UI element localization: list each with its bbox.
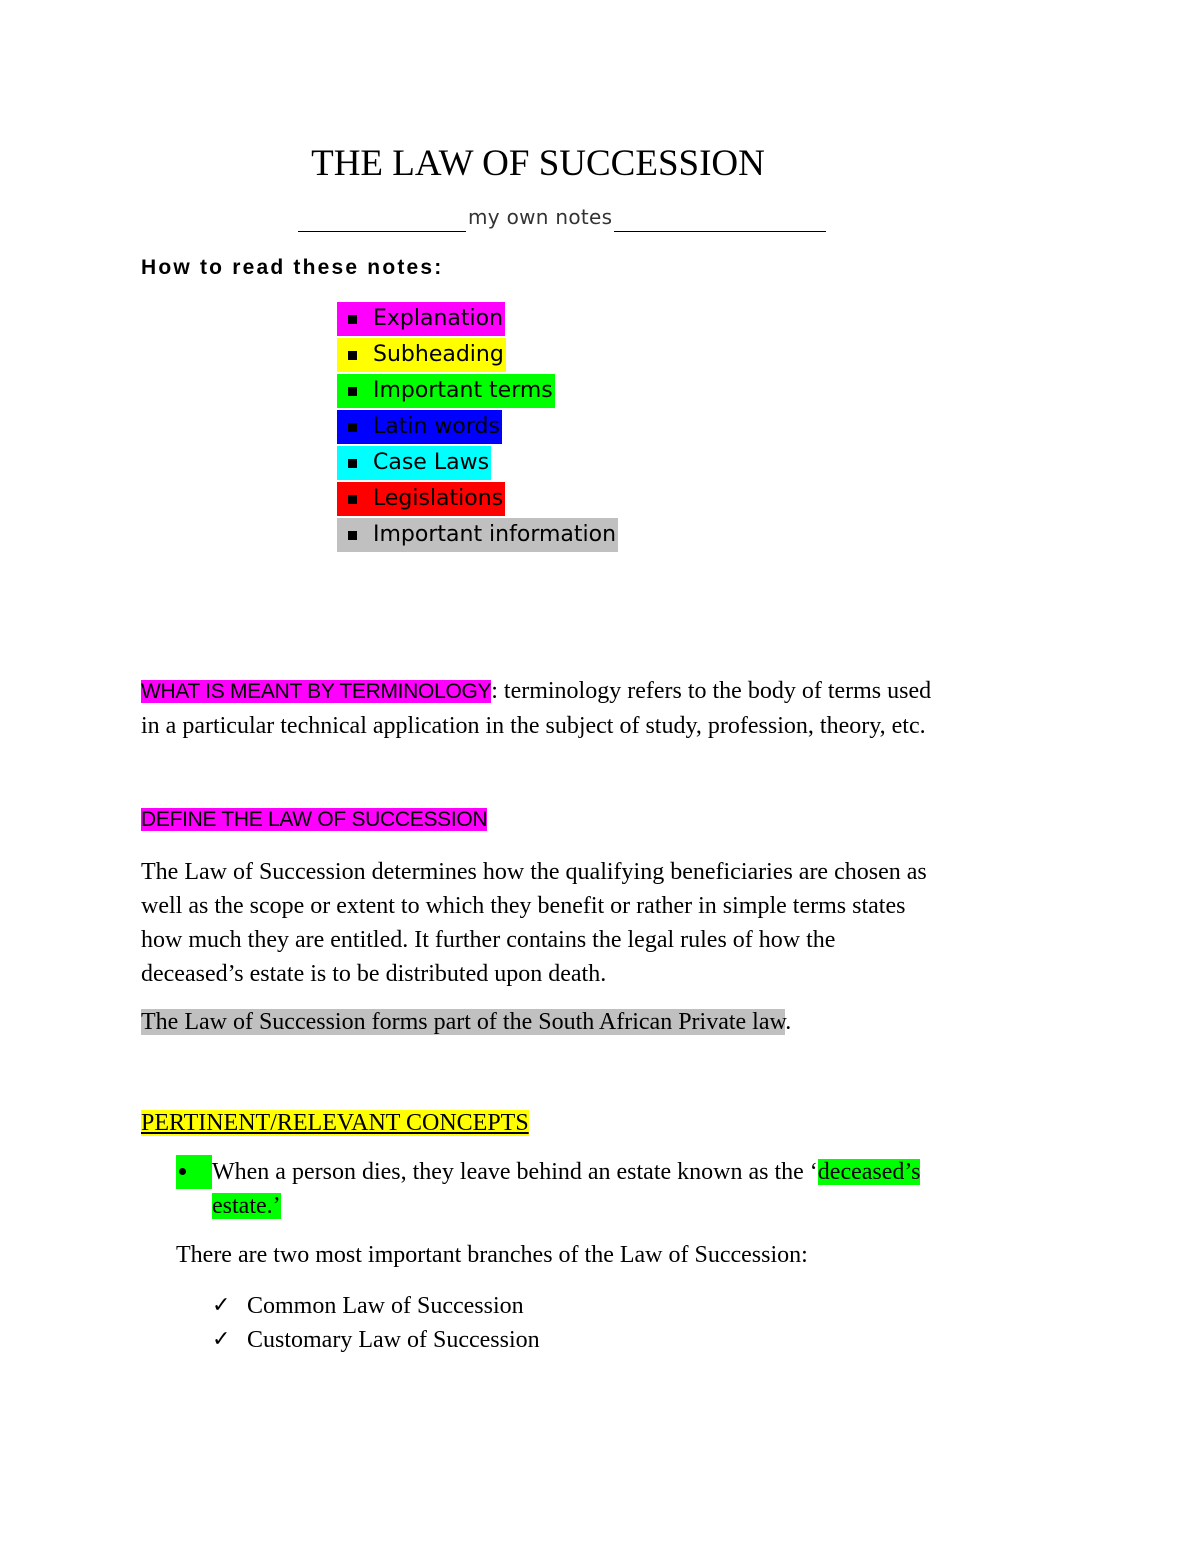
legend-label: Important information	[373, 518, 618, 552]
define-heading-row	[141, 802, 487, 837]
legend-label: Latin words	[373, 410, 502, 444]
square-bullet-icon	[337, 446, 373, 480]
square-bullet-icon	[337, 338, 373, 372]
branch-item	[212, 1323, 540, 1357]
pertinent-bullet-line-1	[176, 1155, 920, 1189]
square-bullet-icon	[337, 482, 373, 516]
pertinent-bullet-line-2	[176, 1189, 920, 1223]
square-bullet-icon	[337, 410, 373, 444]
subtitle: my own notes	[468, 205, 613, 229]
legend-item-important-information	[337, 517, 618, 553]
bullet-dot-icon	[176, 1155, 212, 1189]
important-information-highlight: The Law of Succession forms part of the South African Private law	[141, 1009, 786, 1035]
subtitle-right-rule	[614, 205, 826, 232]
legend-label: Legislations	[373, 482, 505, 516]
branch-label: Common Law of Succession	[247, 1293, 524, 1319]
legend-item-latin-words	[337, 409, 618, 445]
define-line: deceased’s estate is to be distributed upon death.	[141, 961, 607, 987]
pertinent-heading-row	[141, 1106, 529, 1140]
legend-item-important-terms	[337, 373, 618, 409]
terminology-line-2: in a particular technical application in the subject of study, profession, theory, etc.	[141, 713, 926, 739]
checkmark-icon: ✓	[212, 1293, 231, 1318]
square-bullet-icon	[337, 374, 373, 408]
checkmark-icon: ✓	[212, 1327, 231, 1352]
square-bullet-icon	[337, 302, 373, 336]
branches-intro: There are two most important branches of the Law of Succession:	[176, 1242, 808, 1268]
define-paragraph	[141, 855, 927, 991]
how-to-read-heading: How to read these notes:	[141, 256, 444, 279]
subtitle-row	[298, 202, 826, 232]
legend-label: Case Laws	[373, 446, 491, 480]
legend-label: Important terms	[373, 374, 555, 408]
legend-label: Subheading	[373, 338, 506, 372]
terminology-heading: WHAT IS MEANT BY TERMINOLOGY	[141, 680, 492, 703]
terminology-line-1	[141, 674, 931, 709]
define-note-end: .	[785, 1009, 792, 1035]
pertinent-heading: PERTINENT/RELEVANT CONCEPTS	[141, 1110, 529, 1136]
legend-label: Explanation	[373, 302, 505, 336]
legend-item-case-laws	[337, 445, 618, 481]
branch-item	[212, 1289, 540, 1323]
define-note	[141, 1005, 791, 1039]
branches-list	[212, 1289, 540, 1357]
define-line: The Law of Succession determines how the qualifying beneficiaries are chosen as	[141, 859, 927, 885]
important-term-deceased: deceased’s	[817, 1159, 921, 1185]
terminology-paragraph	[141, 674, 931, 743]
define-line: well as the scope or extent to which they benefit or rather in simple terms states	[141, 893, 906, 919]
document-title: THE LAW OF SUCCESSION	[311, 143, 765, 184]
pertinent-bullet-text: When a person dies, they leave behind an estate known as the ‘	[212, 1159, 818, 1185]
legend-item-explanation	[337, 301, 618, 337]
legend-item-subheading	[337, 337, 618, 373]
pertinent-bullet	[176, 1155, 920, 1223]
legend-item-legislations	[337, 481, 618, 517]
subtitle-left-rule	[298, 205, 466, 232]
branch-label: Customary Law of Succession	[247, 1327, 540, 1353]
define-line: how much they are entitled. It further contains the legal rules of how the	[141, 927, 836, 953]
terminology-text: : terminology refers to the body of terms used	[491, 678, 932, 704]
color-legend	[337, 301, 618, 553]
square-bullet-icon	[337, 518, 373, 552]
define-heading: DEFINE THE LAW OF SUCCESSION	[141, 808, 488, 831]
important-term-estate: estate.’	[212, 1193, 281, 1219]
